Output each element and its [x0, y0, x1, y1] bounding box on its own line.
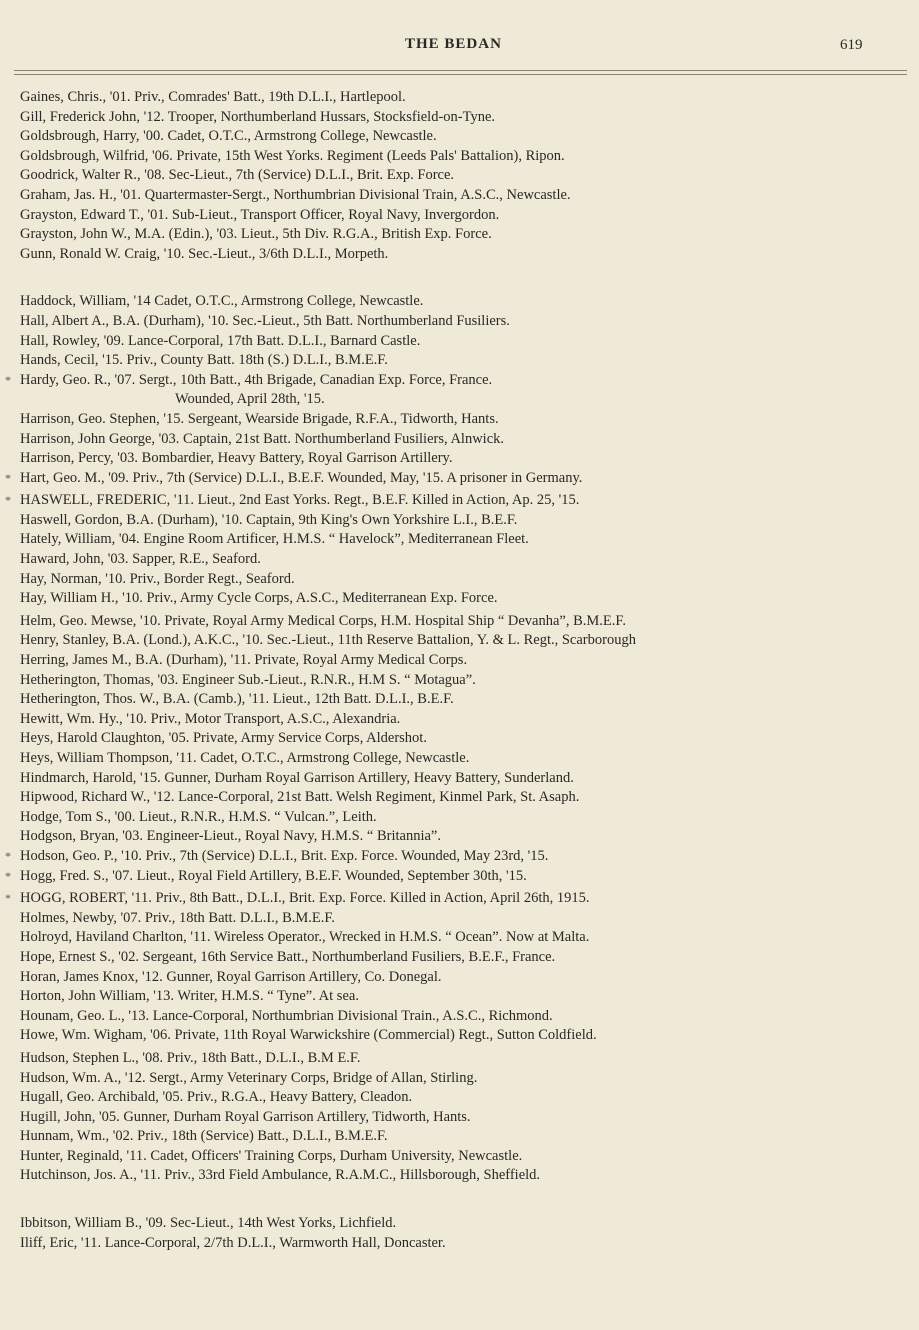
entry-text: Hodge, Tom S., '00. Lieut., R.N.R., H.M.S. “ Vulcan.”, Leith.	[20, 808, 377, 825]
entry-text: Hunter, Reginald, '11. Cadet, Officers' Training Corps, Durham University, Newcastle.	[20, 1147, 523, 1164]
list-item	[18, 1166, 913, 1186]
entry-text: Heys, William Thompson, '11. Cadet, O.T.C., Armstrong College, Newcastle.	[20, 750, 470, 766]
page-header	[0, 36, 919, 56]
entry-text: Haward, John, '03. Sapper, R.E., Seaford.	[20, 551, 261, 568]
list-item	[18, 1088, 913, 1108]
list-item	[18, 928, 913, 948]
list-item	[18, 166, 913, 186]
list-item	[18, 788, 913, 808]
entry-text: Hands, Cecil, '15. Priv., County Batt. 18th (S.) D.L.I., B.M.E.F.	[20, 352, 388, 369]
asterisk-mark: *	[5, 868, 11, 883]
entry-text: Goldsbrough, Wilfrid, '06. Private, 15th West Yorks. Regiment (Leeds Pals' Battalion), Ripon.	[20, 147, 565, 164]
entry-continuation: Wounded, April 28th, '15.	[175, 391, 325, 408]
entry-text: Gill, Frederick John, '12. Trooper, Northumberland Hussars, Stocksfield-on-Tyne.	[20, 108, 496, 125]
entry-text: Hindmarch, Harold, '15. Gunner, Durham Royal Garrison Artillery, Heavy Battery, Sunderland.	[20, 769, 574, 786]
list-item	[18, 186, 913, 206]
list-item	[18, 1214, 913, 1234]
list-item	[18, 1234, 913, 1254]
entry-text: Horton, John William, '13. Writer, H.M.S. “ Tyne”. At sea.	[20, 988, 359, 1005]
list-item	[18, 612, 913, 632]
list-item	[5, 371, 913, 410]
list-item	[18, 530, 913, 550]
header-rule	[14, 70, 907, 71]
entry-text: Harrison, Geo. Stephen, '15. Sergeant, Wearside Brigade, R.F.A., Tidworth, Hants.	[20, 410, 499, 427]
list-item	[18, 550, 913, 570]
list-item	[18, 749, 913, 769]
list-item	[18, 312, 913, 332]
entry-text: HASWELL, FREDERIC, '11. Lieut., 2nd East Yorks. Regt., B.E.F. Killed in Action, Ap. 25, '15.	[20, 492, 580, 509]
entry-text: Haddock, William, '14 Cadet, O.T.C., Armstrong College, Newcastle.	[20, 293, 424, 310]
entry-text: Hugall, Geo. Archibald, '05. Priv., R.G.A., Heavy Battery, Cleadon.	[20, 1089, 413, 1106]
entry-text: Hetherington, Thos. W., B.A. (Camb.), '11. Lieut., 12th Batt. D.L.I., B.E.F.	[20, 691, 454, 708]
list-item	[5, 847, 913, 867]
entry-text: Gunn, Ronald W. Craig, '10. Sec.-Lieut., 3/6th D.L.I., Morpeth.	[20, 245, 389, 262]
entry-text: Hudson, Wm. A., '12. Sergt., Army Veterinary Corps, Bridge of Allan, Stirling.	[20, 1069, 478, 1086]
entry-text: Ibbitson, William B., '09. Sec-Lieut., 14th West Yorks, Lichfield.	[20, 1215, 397, 1232]
entry-text: Hetherington, Thomas, '03. Engineer Sub.-Lieut., R.N.R., H.M S. “ Motagua”.	[20, 671, 476, 688]
entry-text: Gaines, Chris., '01. Priv., Comrades' Batt., 19th D.L.I., Hartlepool.	[20, 89, 406, 105]
entry-text: Holmes, Newby, '07. Priv., 18th Batt. D.L.I., B.M.E.F.	[20, 909, 335, 926]
entry-text: Hudson, Stephen L., '08. Priv., 18th Batt., D.L.I., B.M E.F.	[20, 1049, 361, 1066]
list-item	[18, 292, 913, 312]
list-item	[18, 671, 913, 691]
list-item	[18, 827, 913, 847]
list-item	[18, 589, 913, 609]
entry-text: Heys, Harold Claughton, '05. Private, Army Service Corps, Aldershot.	[20, 730, 427, 747]
list-item	[18, 631, 913, 651]
entry-text: Hall, Albert A., B.A. (Durham), '10. Sec.-Lieut., 5th Batt. Northumberland Fusiliers.	[20, 312, 510, 329]
entry-text: HOGG, ROBERT, '11. Priv., 8th Batt., D.L.I., Brit. Exp. Force. Killed in Action, April 26th, 1915.	[20, 890, 590, 907]
entry-text: Holroyd, Haviland Charlton, '11. Wireless Operator., Wrecked in H.M.S. “ Ocean”. Now at Malta.	[20, 929, 590, 946]
roll-of-honour-list	[5, 88, 913, 1253]
list-item	[18, 968, 913, 988]
entry-text: Hewitt, Wm. Hy., '10. Priv., Motor Transport, A.S.C., Alexandria.	[20, 710, 401, 727]
list-item	[18, 225, 913, 245]
header-rule-double	[14, 74, 907, 75]
entry-text: Helm, Geo. Mewse, '10. Private, Royal Army Medical Corps, H.M. Hospital Ship “ Devanha”, B.M.E.F.	[20, 612, 626, 629]
letter-section	[5, 292, 913, 1186]
entry-text: Hart, Geo. M., '09. Priv., 7th (Service) D.L.I., B.E.F. Wounded, May, '15. A prisoner in Germany.	[20, 469, 583, 486]
entry-text: Iliff, Eric, '11. Lance-Corporal, 2/7th D.L.I., Warmworth Hall, Doncaster.	[20, 1234, 446, 1251]
list-item	[18, 690, 913, 710]
list-item	[18, 570, 913, 590]
letter-section	[18, 1214, 913, 1253]
page-number: 619	[840, 37, 863, 53]
entry-text: Hardy, Geo. R., '07. Sergt., 10th Batt., 4th Brigade, Canadian Exp. Force, France.	[20, 371, 493, 388]
list-item	[18, 245, 913, 265]
list-item	[18, 1127, 913, 1147]
entry-text: Hunnam, Wm., '02. Priv., 18th (Service) Batt., D.L.I., B.M.E.F.	[20, 1128, 388, 1145]
entry-text: Hugill, John, '05. Gunner, Durham Royal Garrison Artillery, Tidworth, Hants.	[20, 1108, 471, 1125]
list-item	[18, 147, 913, 167]
asterisk-mark: *	[5, 848, 11, 863]
list-item	[18, 108, 913, 128]
entry-text: Goodrick, Walter R., '08. Sec-Lieut., 7th (Service) D.L.I., Brit. Exp. Force.	[20, 167, 455, 184]
list-item	[18, 710, 913, 730]
list-item	[18, 1108, 913, 1128]
list-item	[18, 351, 913, 371]
entry-text: Hately, William, '04. Engine Room Artificer, H.M.S. “ Havelock”, Mediterranean Fleet.	[20, 531, 529, 548]
list-item	[18, 511, 913, 531]
entry-text: Grayston, John W., M.A. (Edin.), '03. Lieut., 5th Div. R.G.A., British Exp. Force.	[20, 226, 492, 243]
entry-text: Hodson, Geo. P., '10. Priv., 7th (Service) D.L.I., Brit. Exp. Force. Wounded, May 23rd, '15.	[20, 847, 549, 864]
list-item	[5, 889, 913, 909]
list-item	[5, 491, 913, 511]
entry-text: Graham, Jas. H., '01. Quartermaster-Sergt., Northumbrian Divisional Train, A.S.C., Newcastle.	[20, 186, 571, 203]
list-item	[18, 808, 913, 828]
list-item	[18, 88, 913, 108]
entry-text: Harrison, John George, '03. Captain, 21st Batt. Northumberland Fusiliers, Alnwick.	[20, 430, 505, 447]
entry-text: Goldsbrough, Harry, '00. Cadet, O.T.C., Armstrong College, Newcastle.	[20, 128, 437, 145]
entry-text: Grayston, Edward T., '01. Sub-Lieut., Transport Officer, Royal Navy, Invergordon.	[20, 206, 500, 223]
list-item	[18, 332, 913, 352]
list-item	[18, 651, 913, 671]
list-item	[18, 769, 913, 789]
entry-text: Hogg, Fred. S., '07. Lieut., Royal Field Artillery, B.E.F. Wounded, September 30th, '15.	[20, 867, 527, 884]
asterisk-mark: *	[5, 372, 11, 387]
entry-text: Hall, Rowley, '09. Lance-Corporal, 17th Batt. D.L.I., Barnard Castle.	[20, 332, 421, 349]
entry-text: Hay, Norman, '10. Priv., Border Regt., Seaford.	[20, 570, 295, 587]
entry-text: Hipwood, Richard W., '12. Lance-Corporal, 21st Batt. Welsh Regiment, Kinmel Park, St. Asaph.	[20, 789, 580, 806]
asterisk-mark: *	[5, 470, 11, 485]
entry-text: Harrison, Percy, '03. Bombardier, Heavy Battery, Royal Garrison Artillery.	[20, 450, 453, 467]
list-item	[5, 867, 913, 887]
list-item	[18, 1007, 913, 1027]
entry-text: Hay, William H., '10. Priv., Army Cycle Corps, A.S.C., Mediterranean Exp. Force.	[20, 590, 498, 607]
list-item	[18, 449, 913, 469]
entry-text: Herring, James M., B.A. (Durham), '11. Private, Royal Army Medical Corps.	[20, 652, 468, 669]
list-item	[18, 1069, 913, 1089]
list-item	[18, 1026, 913, 1046]
running-title: THE BEDAN	[405, 36, 502, 52]
entry-text: Hounam, Geo. L., '13. Lance-Corporal, Northumbrian Divisional Train., A.S.C., Richmond.	[20, 1007, 553, 1024]
list-item	[18, 206, 913, 226]
list-item	[18, 410, 913, 430]
asterisk-mark: *	[5, 493, 11, 508]
letter-section	[18, 88, 913, 264]
list-item	[5, 469, 913, 489]
list-item	[18, 127, 913, 147]
asterisk-mark: *	[5, 891, 11, 906]
list-item	[18, 987, 913, 1007]
entry-text: Howe, Wm. Wigham, '06. Private, 11th Royal Warwickshire (Commercial) Regt., Sutton Coldfield.	[20, 1027, 597, 1044]
list-item	[18, 1049, 913, 1069]
entry-text: Hope, Ernest S., '02. Sergeant, 16th Service Batt., Northumberland Fusiliers, B.E.F., France.	[20, 948, 556, 965]
entry-text: Hutchinson, Jos. A., '11. Priv., 33rd Field Ambulance, R.A.M.C., Hillsborough, Sheffield.	[20, 1167, 541, 1184]
list-item	[18, 729, 913, 749]
entry-text: Haswell, Gordon, B.A. (Durham), '10. Captain, 9th King's Own Yorkshire L.I., B.E.F.	[20, 511, 518, 528]
entry-text: Henry, Stanley, B.A. (Lond.), A.K.C., '10. Sec.-Lieut., 11th Reserve Battalion, Y. & L. Regt., Scarborough	[20, 632, 636, 649]
entry-text: Hodgson, Bryan, '03. Engineer-Lieut., Royal Navy, H.M.S. “ Britannia”.	[20, 828, 441, 845]
entry-text: Horan, James Knox, '12. Gunner, Royal Garrison Artillery, Co. Donegal.	[20, 968, 442, 985]
list-item	[18, 1147, 913, 1167]
list-item	[18, 948, 913, 968]
list-item	[18, 430, 913, 450]
list-item	[18, 909, 913, 929]
